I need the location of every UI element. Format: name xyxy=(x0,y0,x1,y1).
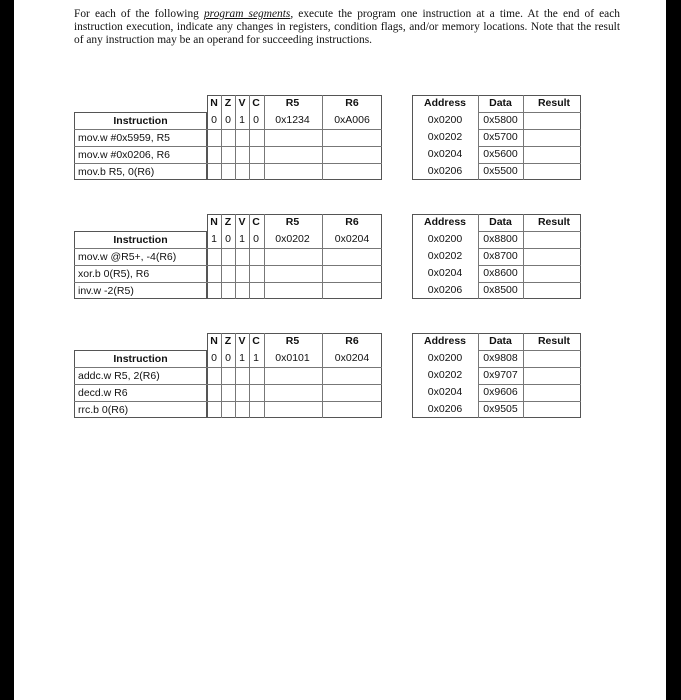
row-divider xyxy=(478,129,581,130)
flag-header-n: N xyxy=(210,97,218,109)
instruction-row: xor.b 0(R5), R6 xyxy=(78,268,150,280)
memory-data: 0x8700 xyxy=(483,250,518,262)
address-header: Address xyxy=(423,97,466,109)
row-divider xyxy=(207,401,382,402)
r5-header: R5 xyxy=(285,97,300,109)
result-header: Result xyxy=(537,335,571,347)
flag-header-z: Z xyxy=(224,216,232,228)
memory-address: 0x0202 xyxy=(427,250,463,262)
r5-value: 0x0202 xyxy=(275,233,310,245)
r6-header: R6 xyxy=(345,216,359,228)
intro-text-pre: For each of the following xyxy=(74,8,204,20)
data-header: Data xyxy=(489,216,512,228)
memory-data: 0x9505 xyxy=(483,403,518,415)
instruction-row: mov.w #0x0206, R6 xyxy=(78,149,171,161)
row-divider xyxy=(207,129,382,130)
r6-value: 0x0204 xyxy=(334,352,370,364)
instruction-row: addc.w R5, 2(R6) xyxy=(78,370,160,382)
instruction-header: Instruction xyxy=(113,353,168,365)
memory-data: 0x9707 xyxy=(483,369,518,381)
memory-address: 0x0200 xyxy=(427,352,463,364)
row-divider xyxy=(74,384,207,385)
row-divider xyxy=(74,265,207,266)
row-divider xyxy=(74,129,207,130)
column-divider xyxy=(523,214,524,299)
r5-header: R5 xyxy=(285,216,300,228)
memory-address: 0x0202 xyxy=(427,131,463,143)
memory-address: 0x0200 xyxy=(427,233,463,245)
instruction-row: inv.w -2(R5) xyxy=(78,285,134,297)
flag-value: 1 xyxy=(239,233,245,245)
memory-data: 0x5700 xyxy=(483,131,518,143)
address-header: Address xyxy=(423,216,466,228)
row-divider xyxy=(478,367,581,368)
row-divider xyxy=(478,146,581,147)
intro-text-post: , execute the program one instruction at a time. At the end of each instruction execution, indicate any changes in registers, condition flags, and/or memory locations. Note that the result of any instruction may be an operand for succeeding instructions. xyxy=(74,8,620,46)
row-divider xyxy=(478,112,581,113)
flag-header-n: N xyxy=(210,335,218,347)
memory-address: 0x0204 xyxy=(427,148,463,160)
instruction-row: decd.w R6 xyxy=(78,387,128,399)
row-divider xyxy=(74,248,207,249)
memory-data: 0x8800 xyxy=(483,233,518,245)
document-page xyxy=(14,0,666,700)
flag-header-c: C xyxy=(252,335,260,347)
row-divider xyxy=(74,282,207,283)
row-divider xyxy=(478,248,581,249)
flag-value: 0 xyxy=(253,233,259,245)
memory-data: 0x5800 xyxy=(483,114,518,126)
flag-header-v: V xyxy=(238,216,246,228)
row-divider xyxy=(478,350,581,351)
memory-data: 0x5500 xyxy=(483,165,518,177)
column-divider xyxy=(523,95,524,180)
instruction-row: mov.b R5, 0(R6) xyxy=(78,166,155,178)
instruction-row: mov.w #0x5959, R5 xyxy=(78,132,171,144)
row-divider xyxy=(478,282,581,283)
flag-value: 1 xyxy=(239,114,245,126)
row-divider xyxy=(207,282,382,283)
flag-value: 0 xyxy=(211,114,217,126)
flag-header-c: C xyxy=(252,97,260,109)
r6-value: 0x0204 xyxy=(334,233,370,245)
r6-header: R6 xyxy=(345,335,359,347)
intro-paragraph xyxy=(74,8,620,47)
row-divider xyxy=(207,248,382,249)
program-segments-text: program segments xyxy=(203,8,291,20)
flag-header-z: Z xyxy=(224,335,232,347)
row-divider xyxy=(478,231,581,232)
flag-value: 0 xyxy=(225,114,231,126)
memory-address: 0x0202 xyxy=(427,369,463,381)
memory-address: 0x0204 xyxy=(427,267,463,279)
row-divider xyxy=(74,146,207,147)
memory-data: 0x9606 xyxy=(483,386,518,398)
memory-data: 0x5600 xyxy=(483,148,518,160)
memory-address: 0x0206 xyxy=(427,403,463,415)
row-divider xyxy=(207,146,382,147)
instruction-row: rrc.b 0(R6) xyxy=(78,404,129,416)
memory-address: 0x0206 xyxy=(427,165,463,177)
data-header: Data xyxy=(489,97,512,109)
flag-header-c: C xyxy=(252,216,260,228)
row-divider xyxy=(207,265,382,266)
flag-value: 1 xyxy=(211,233,217,245)
flag-value: 0 xyxy=(253,114,259,126)
flag-header-n: N xyxy=(210,216,218,228)
row-divider xyxy=(478,265,581,266)
flag-header-v: V xyxy=(238,97,246,109)
flag-value: 0 xyxy=(225,233,231,245)
instruction-row: mov.w @R5+, -4(R6) xyxy=(78,251,177,263)
instruction-header: Instruction xyxy=(113,234,168,246)
row-divider xyxy=(207,367,382,368)
column-divider xyxy=(523,333,524,418)
flag-value: 1 xyxy=(253,352,259,364)
memory-data: 0x8500 xyxy=(483,284,518,296)
result-header: Result xyxy=(537,216,571,228)
flag-header-z: Z xyxy=(224,97,232,109)
memory-address: 0x0204 xyxy=(427,386,463,398)
r6-value: 0xA006 xyxy=(334,114,370,126)
r6-header: R6 xyxy=(345,97,359,109)
memory-address: 0x0200 xyxy=(427,114,463,126)
row-divider xyxy=(207,384,382,385)
r5-header: R5 xyxy=(285,335,300,347)
row-divider xyxy=(74,401,207,402)
r5-value: 0x0101 xyxy=(275,352,310,364)
row-divider xyxy=(478,163,581,164)
row-divider xyxy=(478,384,581,385)
memory-data: 0x8600 xyxy=(483,267,518,279)
flag-header-v: V xyxy=(238,335,246,347)
memory-data: 0x9808 xyxy=(483,352,518,364)
row-divider xyxy=(207,163,382,164)
flag-value: 0 xyxy=(211,352,217,364)
r5-value: 0x1234 xyxy=(275,114,310,126)
address-header: Address xyxy=(423,335,466,347)
row-divider xyxy=(74,367,207,368)
flag-value: 1 xyxy=(239,352,245,364)
instruction-header: Instruction xyxy=(113,115,168,127)
flag-value: 0 xyxy=(225,352,231,364)
memory-address: 0x0206 xyxy=(427,284,463,296)
data-header: Data xyxy=(489,335,512,347)
row-divider xyxy=(478,401,581,402)
row-divider xyxy=(74,163,207,164)
result-header: Result xyxy=(537,97,571,109)
